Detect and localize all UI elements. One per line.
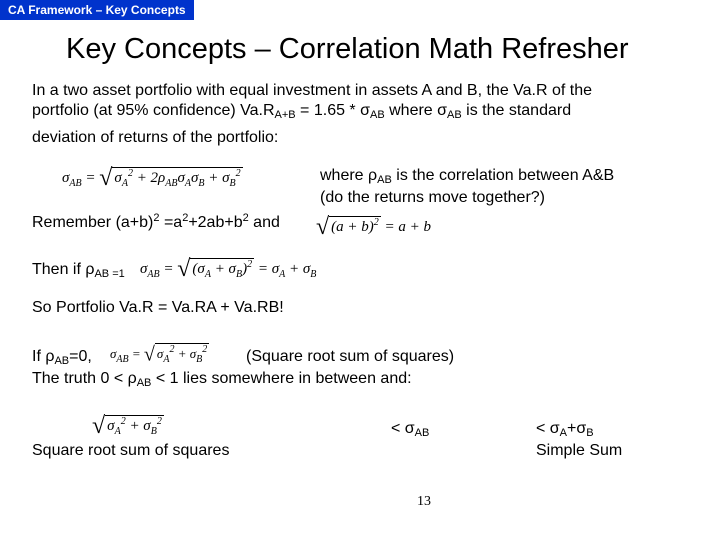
truth-rho-sub: AB bbox=[136, 377, 152, 389]
intro-line-3: deviation of returns of the portfolio: bbox=[32, 129, 279, 146]
compare-sigma-a-sub: A bbox=[559, 427, 568, 439]
if-zero-line bbox=[32, 348, 92, 367]
intro-text-b: = 1.65 * bbox=[295, 102, 361, 119]
compare-sigma-ab-symbol: σ bbox=[404, 420, 415, 437]
then-if-line bbox=[32, 261, 125, 280]
formula-zero-correlation: $\sigma_{AB}$ = √ $\sigma_A^2 + \sigma_B^2$ bbox=[110, 343, 208, 366]
if-zero-note: (Square root sum of squares) bbox=[246, 348, 455, 365]
header-tag: CA Framework – Key Concepts bbox=[0, 0, 194, 20]
formula-portfolio-sigma: $\sigma_{AB}$ = √ $\sigma_A^2 + 2\rho_{AB}\sigma_A\sigma_B + \sigma_B^2$ bbox=[62, 165, 241, 191]
formula-perfect-correlation: $\sigma_{AB}$ = √ $(\sigma_A + \sigma_B)^2 = \sigma_A + \sigma_B$ bbox=[140, 256, 317, 282]
formula-sqrt-sum-squares: √ $\sigma_A^2 + \sigma_B^2$ bbox=[92, 413, 162, 439]
then-if-text: Then if bbox=[32, 261, 86, 278]
intro-sigma-2-sub: AB bbox=[447, 109, 462, 121]
intro-sigma-1-sub: AB bbox=[369, 109, 385, 121]
if-zero-text-b: =0, bbox=[69, 348, 92, 365]
where-rho-sub: AB bbox=[377, 174, 392, 186]
remember-sup-1: 2 bbox=[153, 212, 160, 224]
remember-text-a: Remember (a+b) bbox=[32, 214, 154, 231]
truth-line bbox=[32, 370, 412, 389]
where-line-2: (do the returns move together?) bbox=[320, 189, 546, 206]
compare-sigma-ab bbox=[391, 420, 429, 439]
where-rho: ρ bbox=[368, 167, 378, 184]
where-line-1 bbox=[320, 167, 614, 186]
remember-line bbox=[32, 212, 280, 232]
then-if-rho: ρ bbox=[85, 261, 95, 278]
then-if-rho-sub: AB =1 bbox=[94, 268, 125, 280]
compare-sigma-b-sub: B bbox=[586, 427, 594, 439]
intro-sigma-2: σ bbox=[437, 102, 448, 119]
compare-plus: + bbox=[567, 420, 577, 437]
remember-text-d: and bbox=[248, 214, 280, 231]
page-number: 13 bbox=[417, 494, 431, 509]
intro-line-1-text: In a two asset portfolio with equal investment in assets A and B, the Va.R of the bbox=[32, 82, 593, 99]
intro-line-1 bbox=[32, 82, 592, 100]
compare-lt-1: < bbox=[391, 420, 405, 437]
remember-sup-2: 2 bbox=[182, 212, 189, 224]
truth-rho: ρ bbox=[127, 370, 137, 387]
page-title: Key Concepts – Correlation Math Refresher bbox=[66, 33, 629, 65]
intro-var-sub: A+B bbox=[274, 109, 296, 121]
where-text-a: where bbox=[320, 167, 369, 184]
compare-sigma-ab-sub: AB bbox=[414, 427, 430, 439]
if-zero-rho: ρ bbox=[45, 348, 55, 365]
compare-sigma-b: σ bbox=[576, 420, 587, 437]
remember-text-b: =a bbox=[159, 214, 183, 231]
truth-text-a: The truth 0 < bbox=[32, 370, 128, 387]
intro-text-a: portfolio (at 95% confidence) Va.R bbox=[32, 102, 275, 119]
compare-sum bbox=[536, 420, 594, 439]
intro-text-c: where bbox=[384, 102, 438, 119]
intro-text-d: is the standard bbox=[461, 102, 572, 119]
remember-text-c: +2ab+b bbox=[188, 214, 243, 231]
so-portfolio-line: So Portfolio Va.R = Va.RA + Va.RB! bbox=[32, 299, 284, 316]
remember-sup-3: 2 bbox=[242, 212, 249, 224]
if-zero-text-a: If bbox=[32, 348, 46, 365]
formula-sqrt-square: √ $(a + b)^2 = a + b$ bbox=[316, 214, 432, 240]
intro-line-2 bbox=[32, 102, 571, 121]
sqrt-sum-label: Square root sum of squares bbox=[32, 442, 230, 459]
compare-sigma-a: σ bbox=[549, 420, 560, 437]
compare-lt-2: < bbox=[536, 420, 550, 437]
where-text-b: is the correlation between A&B bbox=[391, 167, 615, 184]
intro-sigma-1: σ bbox=[360, 102, 370, 119]
truth-text-b: < 1 lies somewhere in between and: bbox=[151, 370, 412, 387]
simple-sum-label: Simple Sum bbox=[536, 442, 623, 459]
if-zero-rho-sub: AB bbox=[54, 355, 70, 367]
